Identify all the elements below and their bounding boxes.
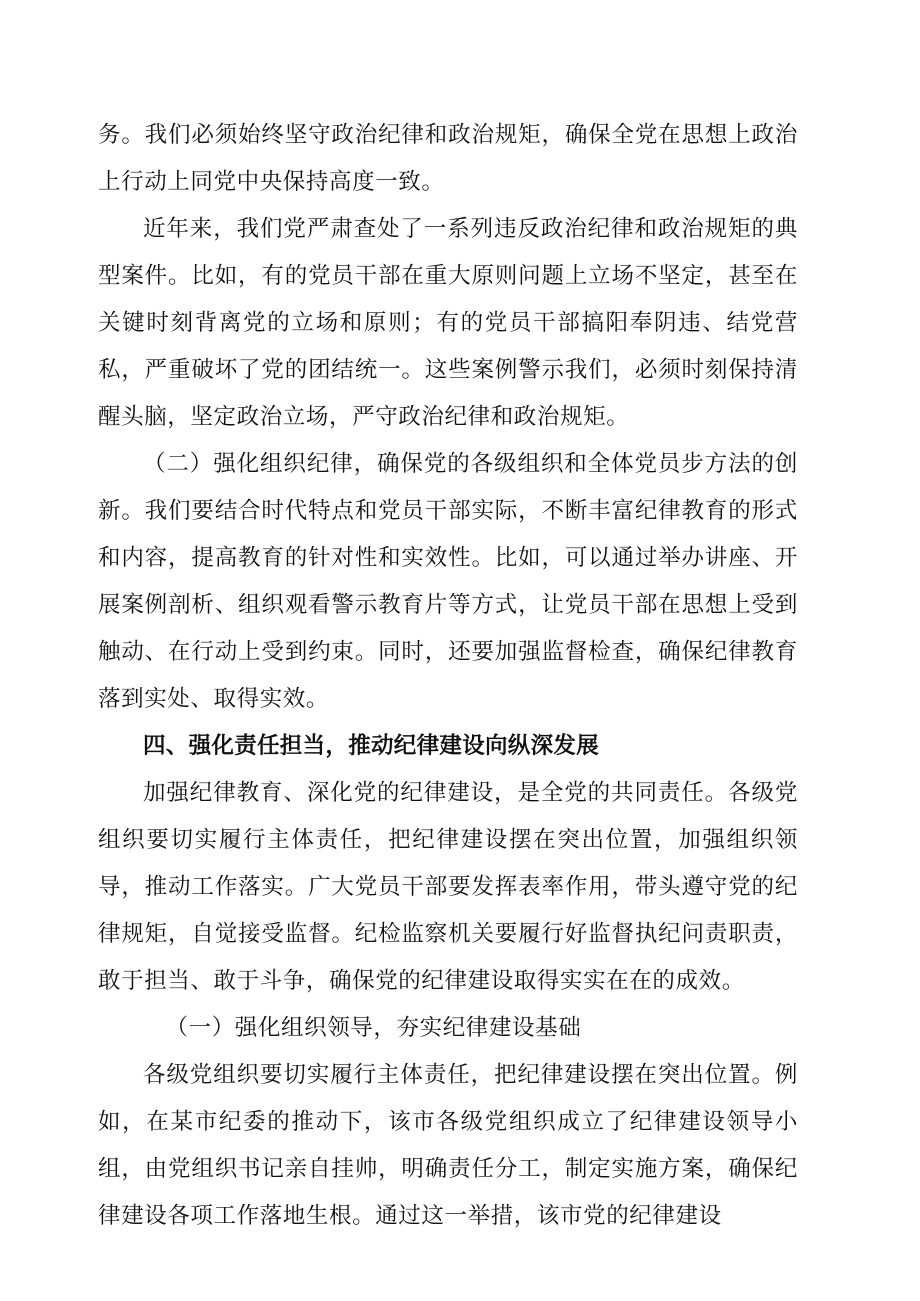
paragraph: 各级党组织要切实履行主体责任，把纪律建设摆在突出位置。例如，在某市纪委的推动下，该市各级党组织成立了纪律建设领导小组，由党组织书记亲自挂帅，明确责任分工，制定实施方案，确保纪律建设各项工作落地生根。通过这一举措，该市党的纪律建设 (98, 1062, 798, 1229)
paragraph: 近年来，我们党严肃查处了一系列违反政治纪律和政治规矩的典型案件。比如，有的党员干部在重大原则问题上立场不坚定，甚至在关键时刻背离党的立场和原则；有的党员干部搞阳奉阴违、结党营私，严重破坏了党的团结统一。这些案例警示我们，必须时刻保持清醒头脑，坚定政治立场，严守政治纪律和政治规矩。 (98, 216, 798, 430)
paragraph-continued: 务。我们必须始终坚守政治纪律和政治规矩，确保全党在思想上政治上行动上同党中央保持高度一致。 (98, 122, 798, 195)
sub-section-heading: （一）强化组织领导，夯实纪律建设基础 (165, 1015, 582, 1041)
section-heading: 四、强化责任担当，推动纪律建设向纵深发展 (143, 733, 600, 759)
paragraph: （二）强化组织纪律，确保党的各级组织和全体党员步方法的创新。我们要结合时代特点和党员干部实际，不断丰富纪律教育的形式和内容，提高教育的针对性和实效性。比如，可以通过举办讲座、开展案例剖析、组织观看警示教育片等方式，让党员干部在思想上受到触动、在行动上受到约束。同时，还要加强监督检查，确保纪律教育落到实处、取得实效。 (98, 451, 798, 712)
document-body (98, 112, 798, 1240)
paragraph: 加强纪律教育、深化党的纪律建设，是全党的共同责任。各级党组织要切实履行主体责任，把纪律建设摆在突出位置，加强组织领导，推动工作落实。广大党员干部要发挥表率作用，带头遵守党的纪律规矩，自觉接受监督。纪检监察机关要履行好监督执纪问责职责，敢于担当、敢于斗争，确保党的纪律建设取得实实在在的成效。 (98, 780, 798, 994)
